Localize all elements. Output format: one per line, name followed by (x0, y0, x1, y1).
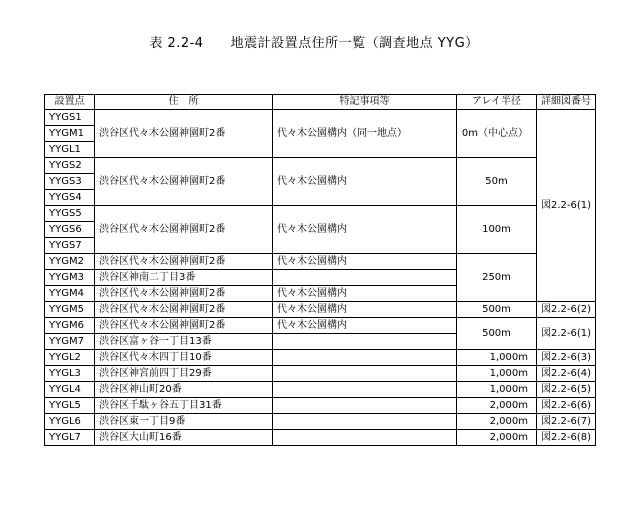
array-cell: 1,000m (457, 366, 537, 382)
point-cell: YYGS5 (45, 206, 95, 222)
table-row (45, 382, 596, 398)
point-cell: YYGL1 (45, 142, 95, 158)
figure-cell: 図2.2-6(1) (537, 318, 596, 350)
table-row (45, 158, 596, 174)
address-cell: 渋谷区大山町16番 (95, 430, 273, 446)
note-cell (273, 398, 457, 414)
point-cell: YYGL7 (45, 430, 95, 446)
address-cell: 渋谷区千駄ヶ谷五丁目31番 (95, 398, 273, 414)
table-title: 表 2.2-4 地震計設置点住所一覧（調査地点 YYG） (149, 36, 479, 51)
point-cell: YYGS2 (45, 158, 95, 174)
note-cell (273, 414, 457, 430)
table-row (45, 302, 596, 318)
note-cell: 代々木公園構内 (273, 206, 457, 254)
array-cell: 2,000m (457, 430, 537, 446)
figure-cell: 図2.2-6(4) (537, 366, 596, 382)
note-cell (273, 382, 457, 398)
array-cell: 2,000m (457, 398, 537, 414)
point-cell: YYGM6 (45, 318, 95, 334)
table-row (45, 318, 596, 334)
installation-table (44, 94, 596, 446)
point-cell: YYGS4 (45, 190, 95, 206)
header-point: 設置点 (45, 95, 95, 110)
point-cell: YYGL2 (45, 350, 95, 366)
figure-cell: 図2.2-6(6) (537, 398, 596, 414)
point-cell: YYGM5 (45, 302, 95, 318)
array-cell: 250m (457, 254, 537, 302)
point-cell: YYGL4 (45, 382, 95, 398)
array-cell: 500m (457, 318, 537, 350)
figure-cell: 図2.2-6(2) (537, 302, 596, 318)
point-cell: YYGS3 (45, 174, 95, 190)
header-figure: 詳細図番号 (537, 95, 596, 110)
note-cell: 代々木公園構内 (273, 318, 457, 334)
array-cell: 500m (457, 302, 537, 318)
array-cell: 50m (457, 158, 537, 206)
address-cell: 渋谷区神南二丁目3番 (95, 270, 273, 286)
point-cell: YYGM7 (45, 334, 95, 350)
table-row (45, 206, 596, 222)
table-row (45, 254, 596, 270)
array-cell: 2,000m (457, 414, 537, 430)
address-cell: 渋谷区東一丁目9番 (95, 414, 273, 430)
header-note: 特記事項等 (273, 95, 457, 110)
note-cell: 代々木公園構内 (273, 158, 457, 206)
table-row (45, 398, 596, 414)
note-cell: 代々木公園構内（同一地点） (273, 110, 457, 158)
array-cell: 1,000m (457, 382, 537, 398)
point-cell: YYGM1 (45, 126, 95, 142)
address-cell: 渋谷区代々木公園神園町2番 (95, 318, 273, 334)
note-cell (273, 430, 457, 446)
array-cell: 1,000m (457, 350, 537, 366)
table-row (45, 366, 596, 382)
table-row (45, 414, 596, 430)
point-cell: YYGS6 (45, 222, 95, 238)
point-cell: YYGM4 (45, 286, 95, 302)
table-row (45, 430, 596, 446)
figure-cell: 図2.2-6(1) (537, 110, 596, 302)
point-cell: YYGL6 (45, 414, 95, 430)
note-cell: 代々木公園構内 (273, 286, 457, 302)
figure-cell: 図2.2-6(5) (537, 382, 596, 398)
header-array: アレイ半径 (457, 95, 537, 110)
note-cell (273, 350, 457, 366)
header-address: 住 所 (95, 95, 273, 110)
address-cell: 渋谷区代々木公園神園町2番 (95, 206, 273, 254)
address-cell: 渋谷区代々木公園神園町2番 (95, 158, 273, 206)
note-cell (273, 366, 457, 382)
address-cell: 渋谷区代々木公園神園町2番 (95, 110, 273, 158)
point-cell: YYGL3 (45, 366, 95, 382)
address-cell: 渋谷区神山町20番 (95, 382, 273, 398)
note-cell (273, 270, 457, 286)
point-cell: YYGS1 (45, 110, 95, 126)
table-row (45, 110, 596, 126)
figure-cell: 図2.2-6(7) (537, 414, 596, 430)
note-cell: 代々木公園構内 (273, 254, 457, 270)
array-cell: 0m（中心点） (457, 110, 537, 158)
address-cell: 渋谷区代々木公園神園町2番 (95, 286, 273, 302)
point-cell: YYGL5 (45, 398, 95, 414)
figure-cell: 図2.2-6(8) (537, 430, 596, 446)
address-cell: 渋谷区神宮前四丁目29番 (95, 366, 273, 382)
address-cell: 渋谷区代々木公園神園町2番 (95, 302, 273, 318)
figure-cell: 図2.2-6(3) (537, 350, 596, 366)
point-cell: YYGS7 (45, 238, 95, 254)
point-cell: YYGM2 (45, 254, 95, 270)
point-cell: YYGM3 (45, 270, 95, 286)
note-cell: 代々木公園構内 (273, 302, 457, 318)
note-cell (273, 334, 457, 350)
address-cell: 渋谷区代々木四丁目10番 (95, 350, 273, 366)
address-cell: 渋谷区富ヶ谷一丁目13番 (95, 334, 273, 350)
array-cell: 100m (457, 206, 537, 254)
header-row (45, 95, 596, 110)
address-cell: 渋谷区代々木公園神園町2番 (95, 254, 273, 270)
table-row (45, 350, 596, 366)
